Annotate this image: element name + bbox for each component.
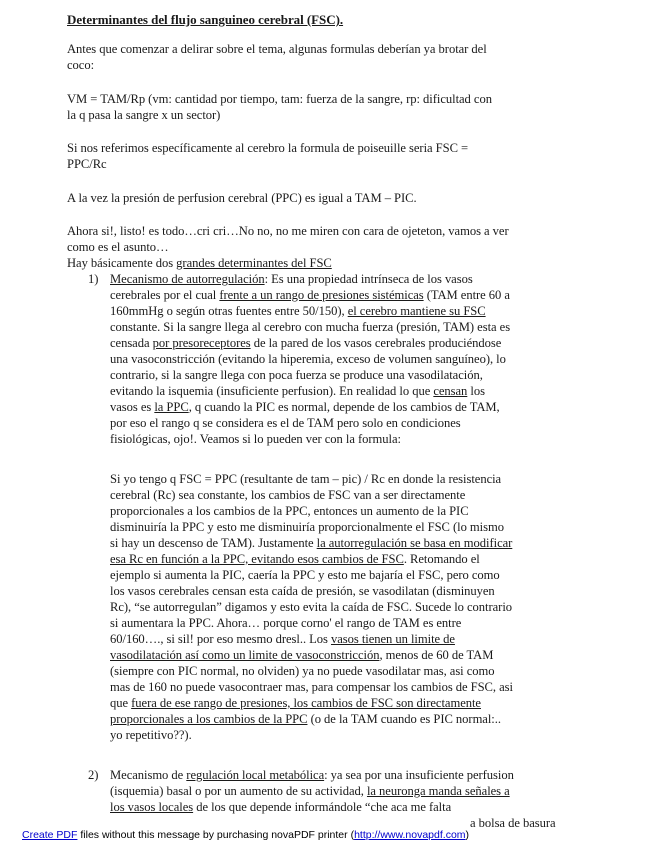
item1-line-1: Mecanismo de autorregulación: Es una propiedad intrínseca de los vasos bbox=[110, 272, 473, 286]
para2-line-5: si hay un descenso de TAM). Justamente la autorregulación se basa en modificar bbox=[110, 536, 513, 550]
para2-line-9: Rc), “se autorregulan” digamos y esto evita la caída de FSC. Sucede lo contrario bbox=[110, 600, 513, 614]
para2-line-2: cerebral (Rc) sea constante, los cambios de FSC van a ser directamente bbox=[110, 488, 466, 502]
determinantes-heading: Hay básicamente dos grandes determinantes del FSC bbox=[67, 256, 332, 270]
item2-line-2: (isquemia) basal o por un aumento de su actividad, la neuronga manda señales a bbox=[110, 784, 510, 798]
para2-line-13: (siempre con PIC normal, no olviden) ya no puede vasodilatar mas, asi como bbox=[110, 664, 495, 678]
intro-line-2: coco: bbox=[67, 58, 95, 72]
item1-line-10: por eso el rango q se considera es el de TAM pero solo en condiciones bbox=[110, 416, 461, 430]
document-title: Determinantes del flujo sanguineo cerebral (FSC). bbox=[67, 12, 344, 27]
para2-line-12: vasodilatación así como un limite de vasoconstricción, menos de 60 de TAM bbox=[110, 648, 494, 662]
item2-line-4: a bolsa de basura bbox=[470, 816, 556, 830]
item1-line-11: fisiológicas, ojo!. Veamos si lo pueden ver con la formula: bbox=[110, 432, 401, 446]
para2-line-17: yo repetitivo??). bbox=[110, 728, 192, 742]
para2-line-8: los vasos cerebrales censan esta caída de presión, se vasodilatan (disminuyen bbox=[110, 584, 495, 598]
formula-line-2: la q pasa la sangre x un sector) bbox=[67, 108, 221, 122]
item1-line-4: constante. Si la sangre llega al cerebro con mucha fuerza (presión, TAM) esta es bbox=[110, 320, 511, 334]
para2-line-15: que fuera de ese rango de presiones, los cambios de FSC son directamente bbox=[110, 696, 481, 710]
novapdf-link[interactable]: http://www.novapdf.com bbox=[354, 829, 466, 841]
poiseuille-line-1: Si nos referimos específicamente al cerebro la formula de poiseuille seria FSC = bbox=[67, 141, 469, 155]
item2-line-1: Mecanismo de regulación local metabólica: ya sea por una insuficiente perfusion bbox=[110, 768, 514, 782]
list-number-1: 1) bbox=[88, 272, 99, 286]
para2-line-1: Si yo tengo q FSC = PPC (resultante de tam – pic) / Rc en donde la resistencia bbox=[110, 472, 502, 486]
item1-line-7: contrario, si la sangre llega con poca fuerza se produce una vasodilatación, bbox=[110, 368, 483, 382]
list-number-2: 2) bbox=[88, 768, 99, 782]
item1-line-5: censada por presoreceptores de la pared de los vasos cerebrales produciéndose bbox=[110, 336, 502, 350]
footer-text: files without this message by purchasing novaPDF printer ( bbox=[77, 829, 355, 841]
pdf-footer bbox=[22, 829, 469, 841]
para2-line-10: si aumentara la PPC. Ahora… porque corno' el rango de TAM es entre bbox=[110, 616, 462, 630]
para2-line-14: mas de 160 no puede vasocontraer mas, para compensar los cambios de FSC, asi bbox=[110, 680, 513, 694]
create-pdf-link[interactable]: Create PDF bbox=[22, 829, 78, 841]
item1-line-6: una vasoconstricción (evitando la hiperemia, exceso de volumen sanguíneo), lo bbox=[110, 352, 506, 366]
item1-line-2: cerebrales por el cual frente a un rango de presiones sistémicas (TAM entre 60 a bbox=[110, 288, 510, 302]
item1-line-8: evitando la isquemia (insuficiente perfusion). En realidad lo que censan los bbox=[110, 384, 485, 398]
footer-close-paren: ) bbox=[465, 829, 470, 841]
intro-line-1: Antes que comenzar a delirar sobre el tema, algunas formulas deberían ya brotar del bbox=[67, 42, 487, 56]
item1-line-3: 160mmHg o según otras fuentes entre 50/150), el cerebro mantiene su FSC bbox=[110, 304, 486, 318]
formula-line-1: VM = TAM/Rp (vm: cantidad por tiempo, tam: fuerza de la sangre, rp: dificultad con bbox=[67, 92, 492, 106]
item2-line-3: los vasos locales de los que depende informándole “che aca me falta bbox=[110, 800, 452, 814]
item1-line-9: vasos es la PPC, q cuando la PIC es normal, depende de los cambios de TAM, bbox=[110, 400, 500, 414]
para2-line-4: disminuiría la PPC y esto me disminuiría proporcionalmente el FSC (lo mismo bbox=[110, 520, 504, 534]
ahora-line-2: como es el asunto… bbox=[67, 240, 169, 254]
para2-line-6: esa Rc en función a la PPC, evitando esos cambios de FSC. Retomando el bbox=[110, 552, 480, 566]
poiseuille-line-2: PPC/Rc bbox=[67, 157, 107, 171]
ppc-paragraph: A la vez la presión de perfusion cerebral (PPC) es igual a TAM – PIC. bbox=[67, 191, 417, 205]
para2-line-3: proporcionales a los cambios de la PPC, entonces un aumento de la PIC bbox=[110, 504, 469, 518]
ahora-line-1: Ahora si!, listo! es todo…cri cri…No no, no me miren con cara de ojeteton, vamos a ver bbox=[67, 224, 509, 238]
para2-line-11: 60/160…., si sil! por eso mesmo dresl.. Los vasos tienen un limite de bbox=[110, 632, 455, 646]
para2-line-7: ejemplo si aumenta la PIC, caería la PPC y esto me bajaría el FSC, pero como bbox=[110, 568, 500, 582]
para2-line-16: proporcionales a los cambios de la PPC (o de la TAM cuando es PIC normal:.. bbox=[110, 712, 501, 726]
